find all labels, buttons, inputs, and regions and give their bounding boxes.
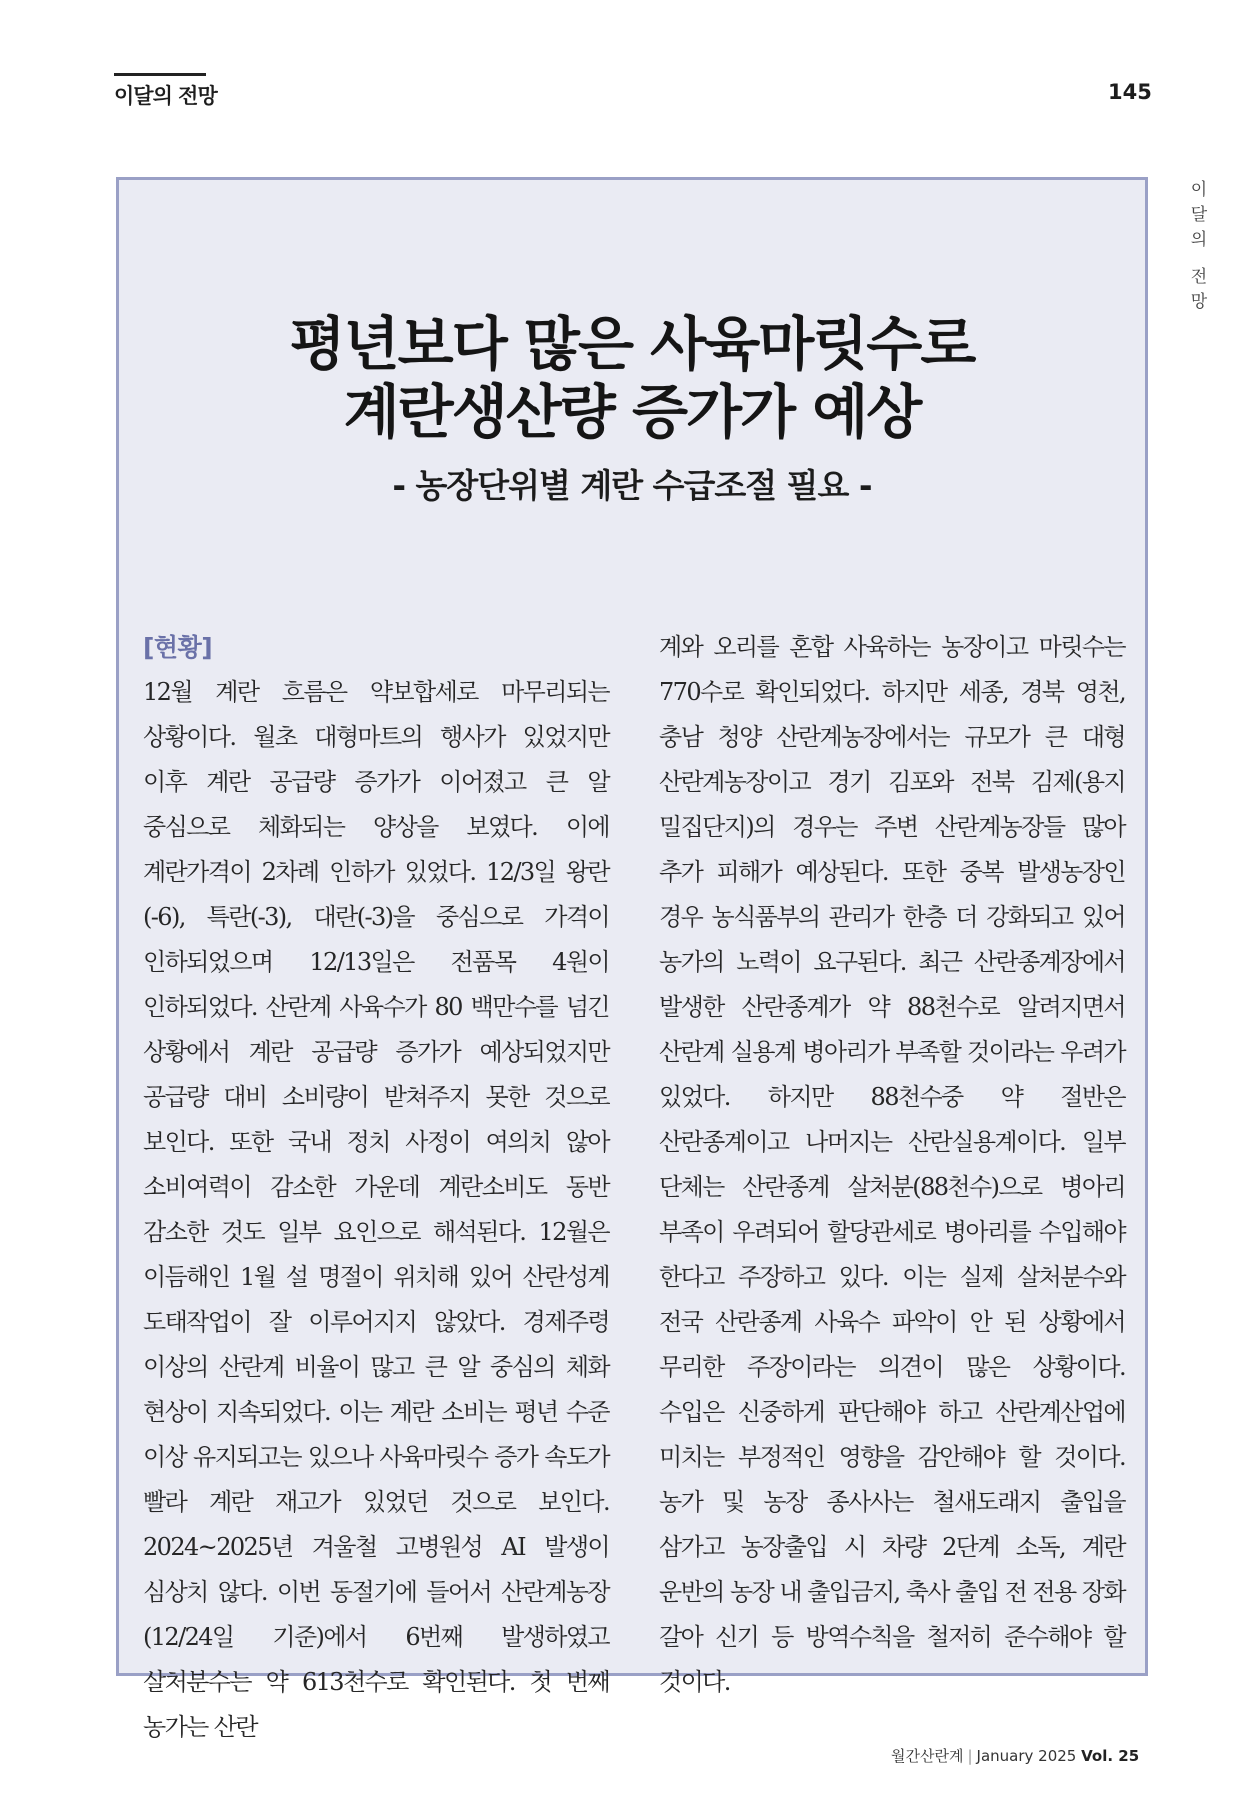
left-body-text: 12월 계란 흐름은 약보합세로 마무리되는 상황이다. 월초 대형마트의 행사가 있었지만 이후 계란 공급량 증가가 이어졌고 큰 알 중심으로 체화되는 양상을 보였다. 이에 계란가격이 2차례 인하가 있었다. 12/3일 왕란(-6), 특란(-3), 대란(-3)을 중심으로 가격이 인하되었으며 12/13일은 전품목 4원이 인하되었다. 산란계 사육수가 80 백만수를 넘긴 상황에서 계란 공급량 증가가 예상되었지만 공급량 대비 소비량이 받쳐주지 못한 것으로 보인다. 또한 국내 정치 사정이 여의치 않아 소비여력이 감소한 가운데 계란소비도 동반 감소한 것도 일부 요인으로 해석된다. 12월은 이듬해인 1월 설 명절이 위치해 있어 산란성계 도태작업이 잘 이루어지지 않았다. 경제주령 이상의 산란계 비율이 많고 큰 알 중심의 체화 현상이 지속되었다. 이는 계란 소비는 평년 수준 이상 유지되고는 있으나 사육마릿수 증가 속도가 빨라 계란 재고가 있었던 것으로 보인다. 2024~2025년 겨울철 고병원성 AI 발생이 심상치 않다. 이번 동절기에 들어서 산란계농장(12/24일 기준)에서 6번째 발생하였고 살처분수는 약 613천수로 확인된다. 첫 번째 농가는 산란 [143,678,609,1741]
footer-magazine: 월간산란계 [891,1747,964,1765]
title-line-1: 평년보다 많은 사육마릿수로 [289,310,975,378]
article-box [116,177,1148,1741]
title-line-2: 계란생산량 증가가 예상 [343,378,921,446]
right-body-text: 계와 오리를 혼합 사육하는 농장이고 마릿수는 770수로 확인되었다. 하지만 세종, 경북 영천, 충남 청양 산란계농장에서는 규모가 큰 대형 산란계농장이고 경기 김포와 전북 김제(용지 밀집단지)의 경우는 주변 산란계농장들 많아 추가 피해가 예상된다. 또한 중복 발생농장인 경우 농식품부의 관리가 한층 더 강화되고 있어 농가의 노력이 요구된다. 최근 산란종계장에서 발생한 산란종계가 약 88천수로 알려지면서 산란계 실용계 병아리가 부족할 것이라는 우려가 있었다. 하지만 88천수중 약 절반은 산란종계이고 나머지는 산란실용계이다. 일부 단체는 산란종계 살처분(88천수)으로 병아리 부족이 우려되어 할당관세로 병아리를 수입해야 한다고 주장하고 있다. 이는 실제 살처분수와 전국 산란종계 사육수 파악이 안 된 상황에서 무리한 주장이라는 의견이 많은 상황이다. 수입은 신중하게 판단해야 하고 산란계산업에 미치는 부정적인 영향을 감안해야 할 것이다. 농가 및 농장 종사사는 철새도래지 출입을 삼가고 농장출입 시 차량 2단계 소독, 계란 운반의 농장 내 출입금지, 축사 출입 전 전용 장화 갈아 신기 등 방역수칙을 철저히 준수해야 할 것이다. [659,633,1125,1696]
side-label-char: 망 [1190,292,1208,312]
right-column [659,625,1125,1705]
section-label: 이달의 전망 [114,84,217,108]
side-section-label [1186,178,1212,315]
page-number: 145 [1108,80,1152,104]
footer-volume: Vol. 25 [1081,1747,1140,1765]
side-label-char: 전 [1190,267,1208,287]
header-rule [114,73,206,76]
side-label-char: 이 [1190,180,1208,200]
side-label-char: 의 [1190,230,1208,250]
side-label-gap [1186,253,1212,265]
left-column [143,625,609,1750]
page-footer [891,1745,1139,1766]
side-label-char: 달 [1190,205,1208,225]
section-heading: [현황] [143,633,213,662]
footer-separator: | [967,1747,973,1765]
footer-date: January 2025 [976,1747,1077,1765]
article-subtitle: - 농장단위별 계란 수급조절 필요 - [392,466,872,505]
article-title [119,310,1145,446]
